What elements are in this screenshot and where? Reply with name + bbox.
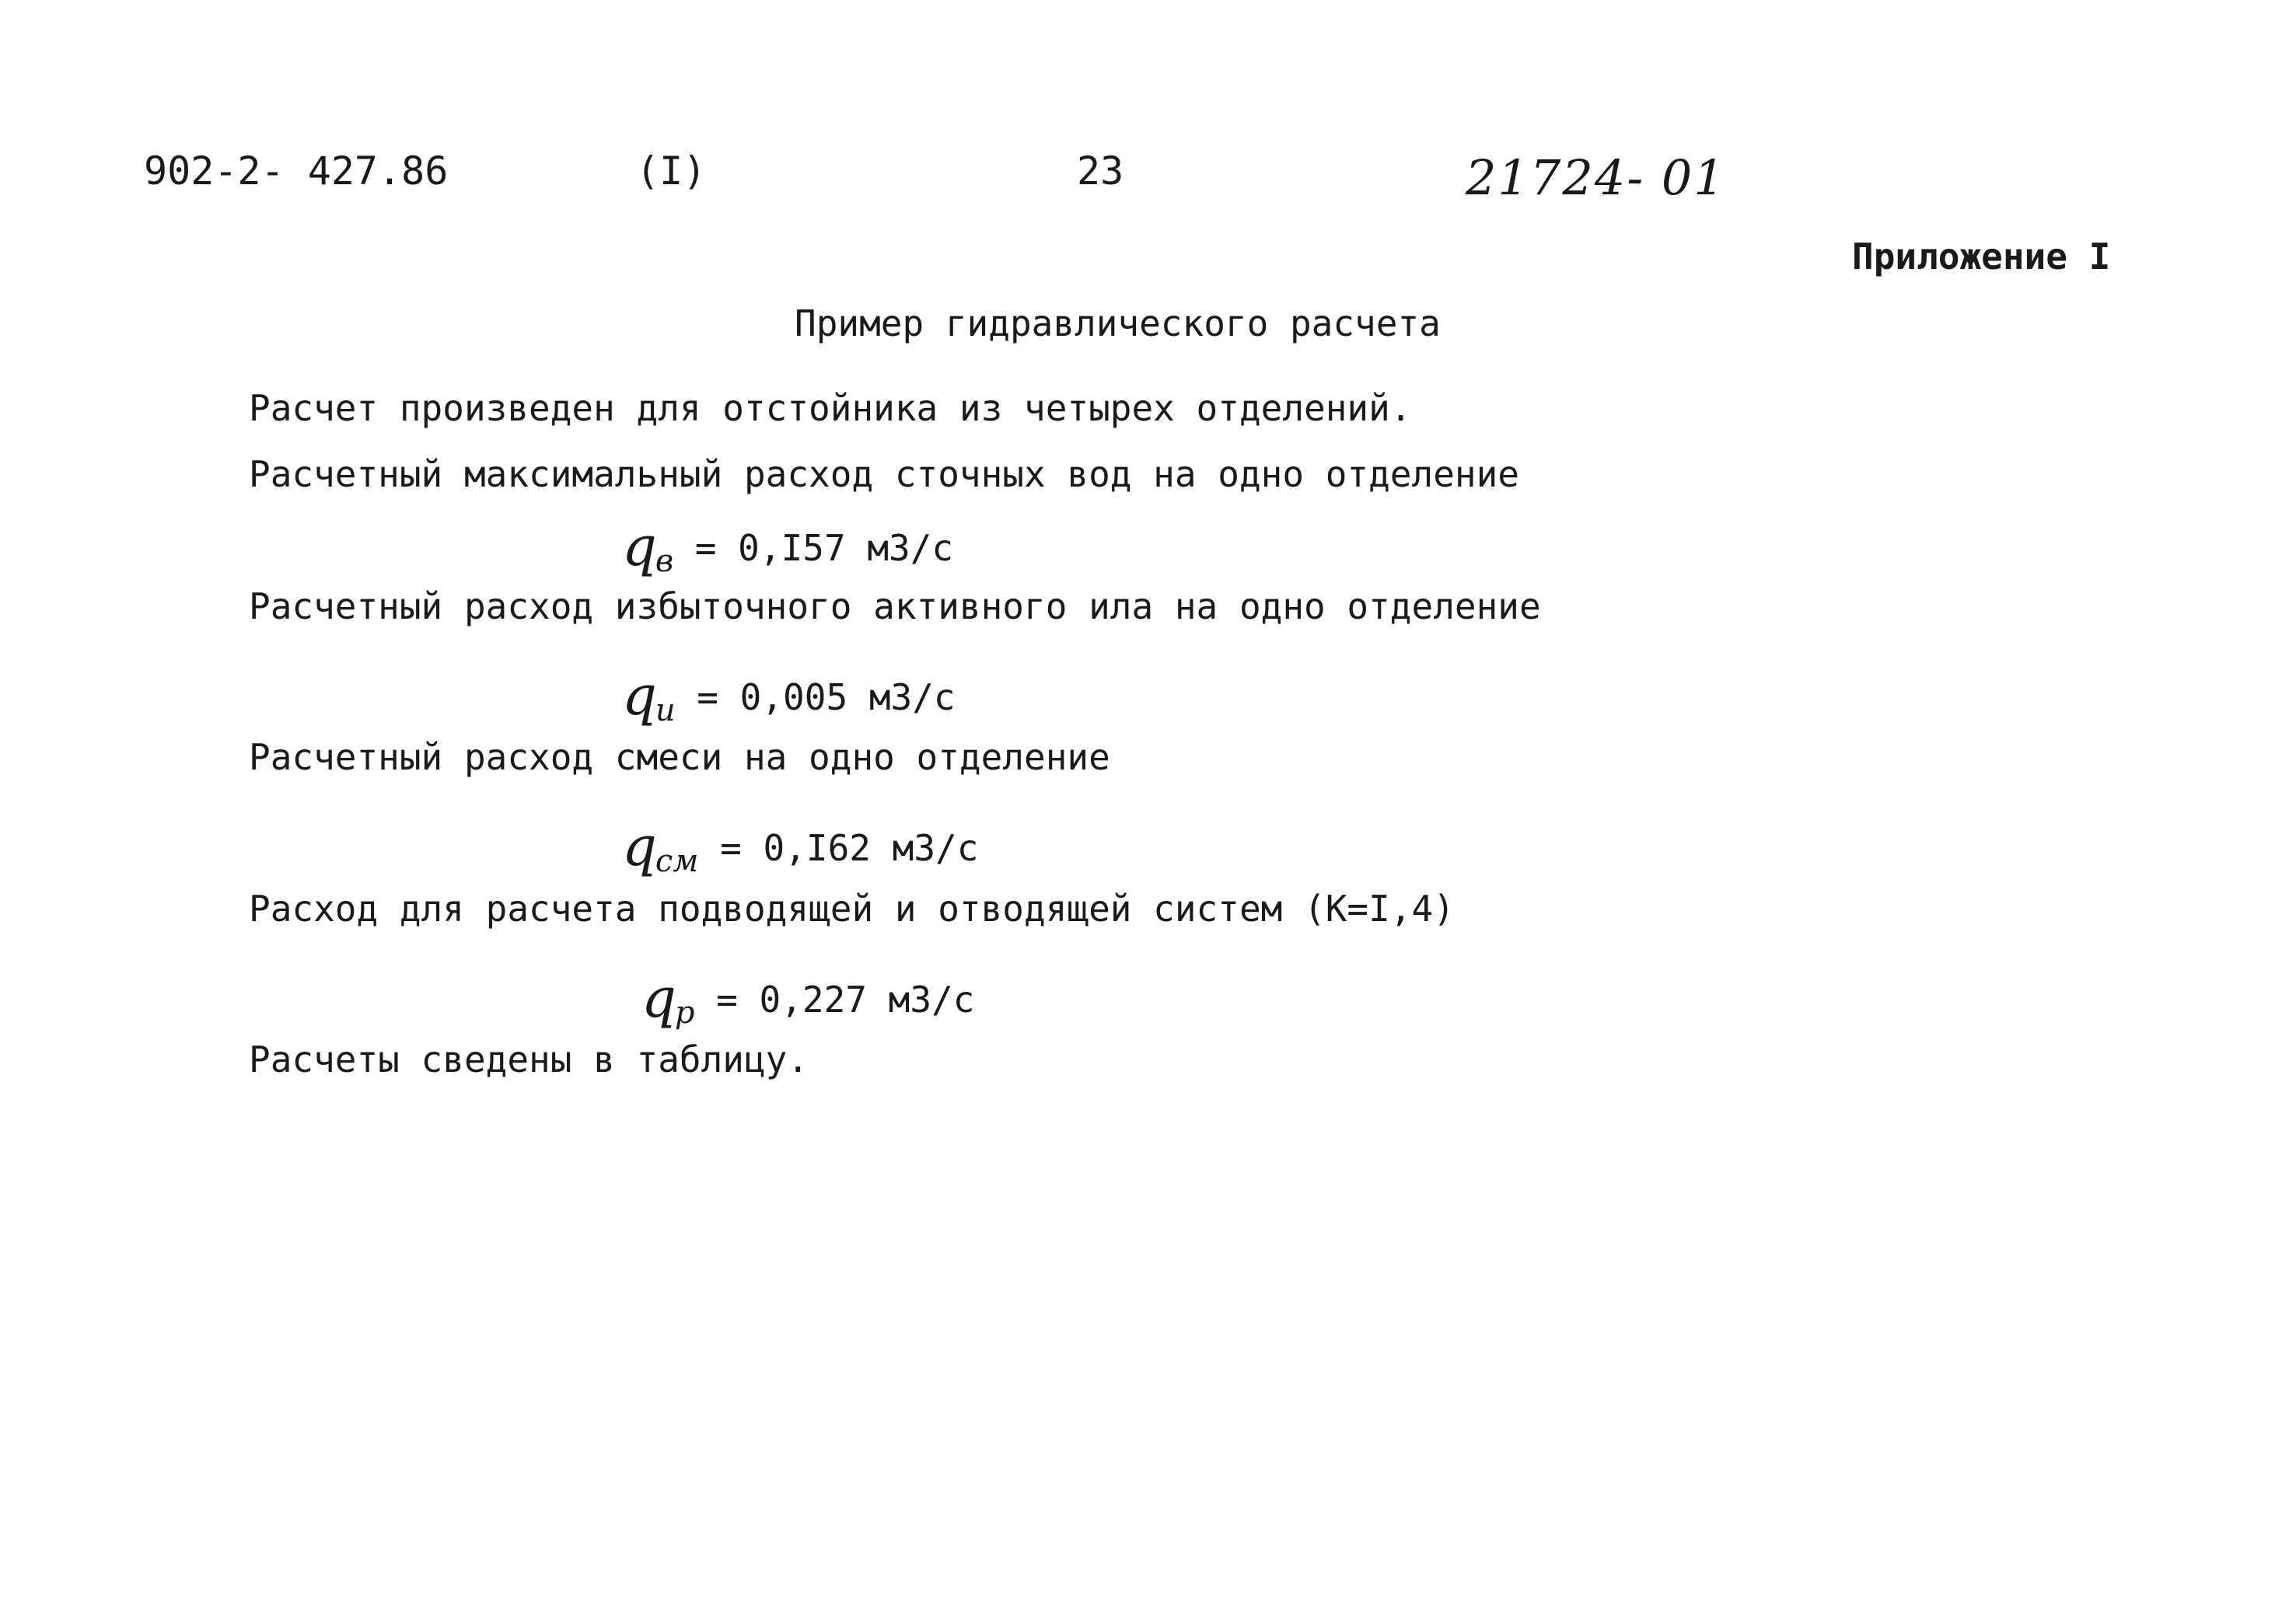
document-part: (I) [636, 148, 707, 194]
formula-subscript: р [674, 995, 695, 1031]
formula-value: = 0,227 м3/с [716, 979, 975, 1021]
formula-symbol: q [622, 515, 657, 578]
page-title: Пример гидравлического расчета [795, 302, 1441, 344]
formula-value: = 0,I62 м3/с [720, 827, 979, 869]
inventory-number: 21724- 01 [1466, 149, 1726, 206]
paragraph-design-flow: Расход для расчета подводящей и отводящей систем (К=I,4) [249, 888, 1455, 930]
document-code: 902-2- 427.86 [144, 148, 449, 194]
formula-design-flow [641, 966, 975, 1031]
appendix-label: Приложение I [1852, 236, 2111, 277]
formula-value: = 0,I57 м3/с [694, 527, 954, 569]
paragraph-sludge-flow: Расчетный расход избыточного активного ила на одно отделение [249, 585, 1541, 627]
formula-value: = 0,005 м3/с [697, 676, 956, 718]
formula-symbol: q [622, 815, 657, 878]
formula-mixture-flow [622, 815, 979, 879]
formula-subscript: в [655, 543, 674, 579]
formula-subscript: и [655, 693, 676, 728]
paragraph-intro: Расчет произведен для отстойника из четырех отделений. [249, 387, 1412, 429]
paragraph-mixture-flow: Расчетный расход смеси на одно отделение [249, 736, 1110, 778]
formula-symbol: q [641, 966, 676, 1030]
paragraph-summary: Расчеты сведены в таблицу. [249, 1038, 809, 1080]
page-number: 23 [1077, 148, 1124, 194]
paragraph-max-flow: Расчетный максимальный расход сточных вод на одно отделение [249, 453, 1519, 495]
formula-subscript: см [655, 843, 699, 879]
formula-max-flow [622, 515, 954, 579]
formula-sludge-flow [622, 664, 956, 728]
formula-symbol: q [622, 664, 657, 728]
